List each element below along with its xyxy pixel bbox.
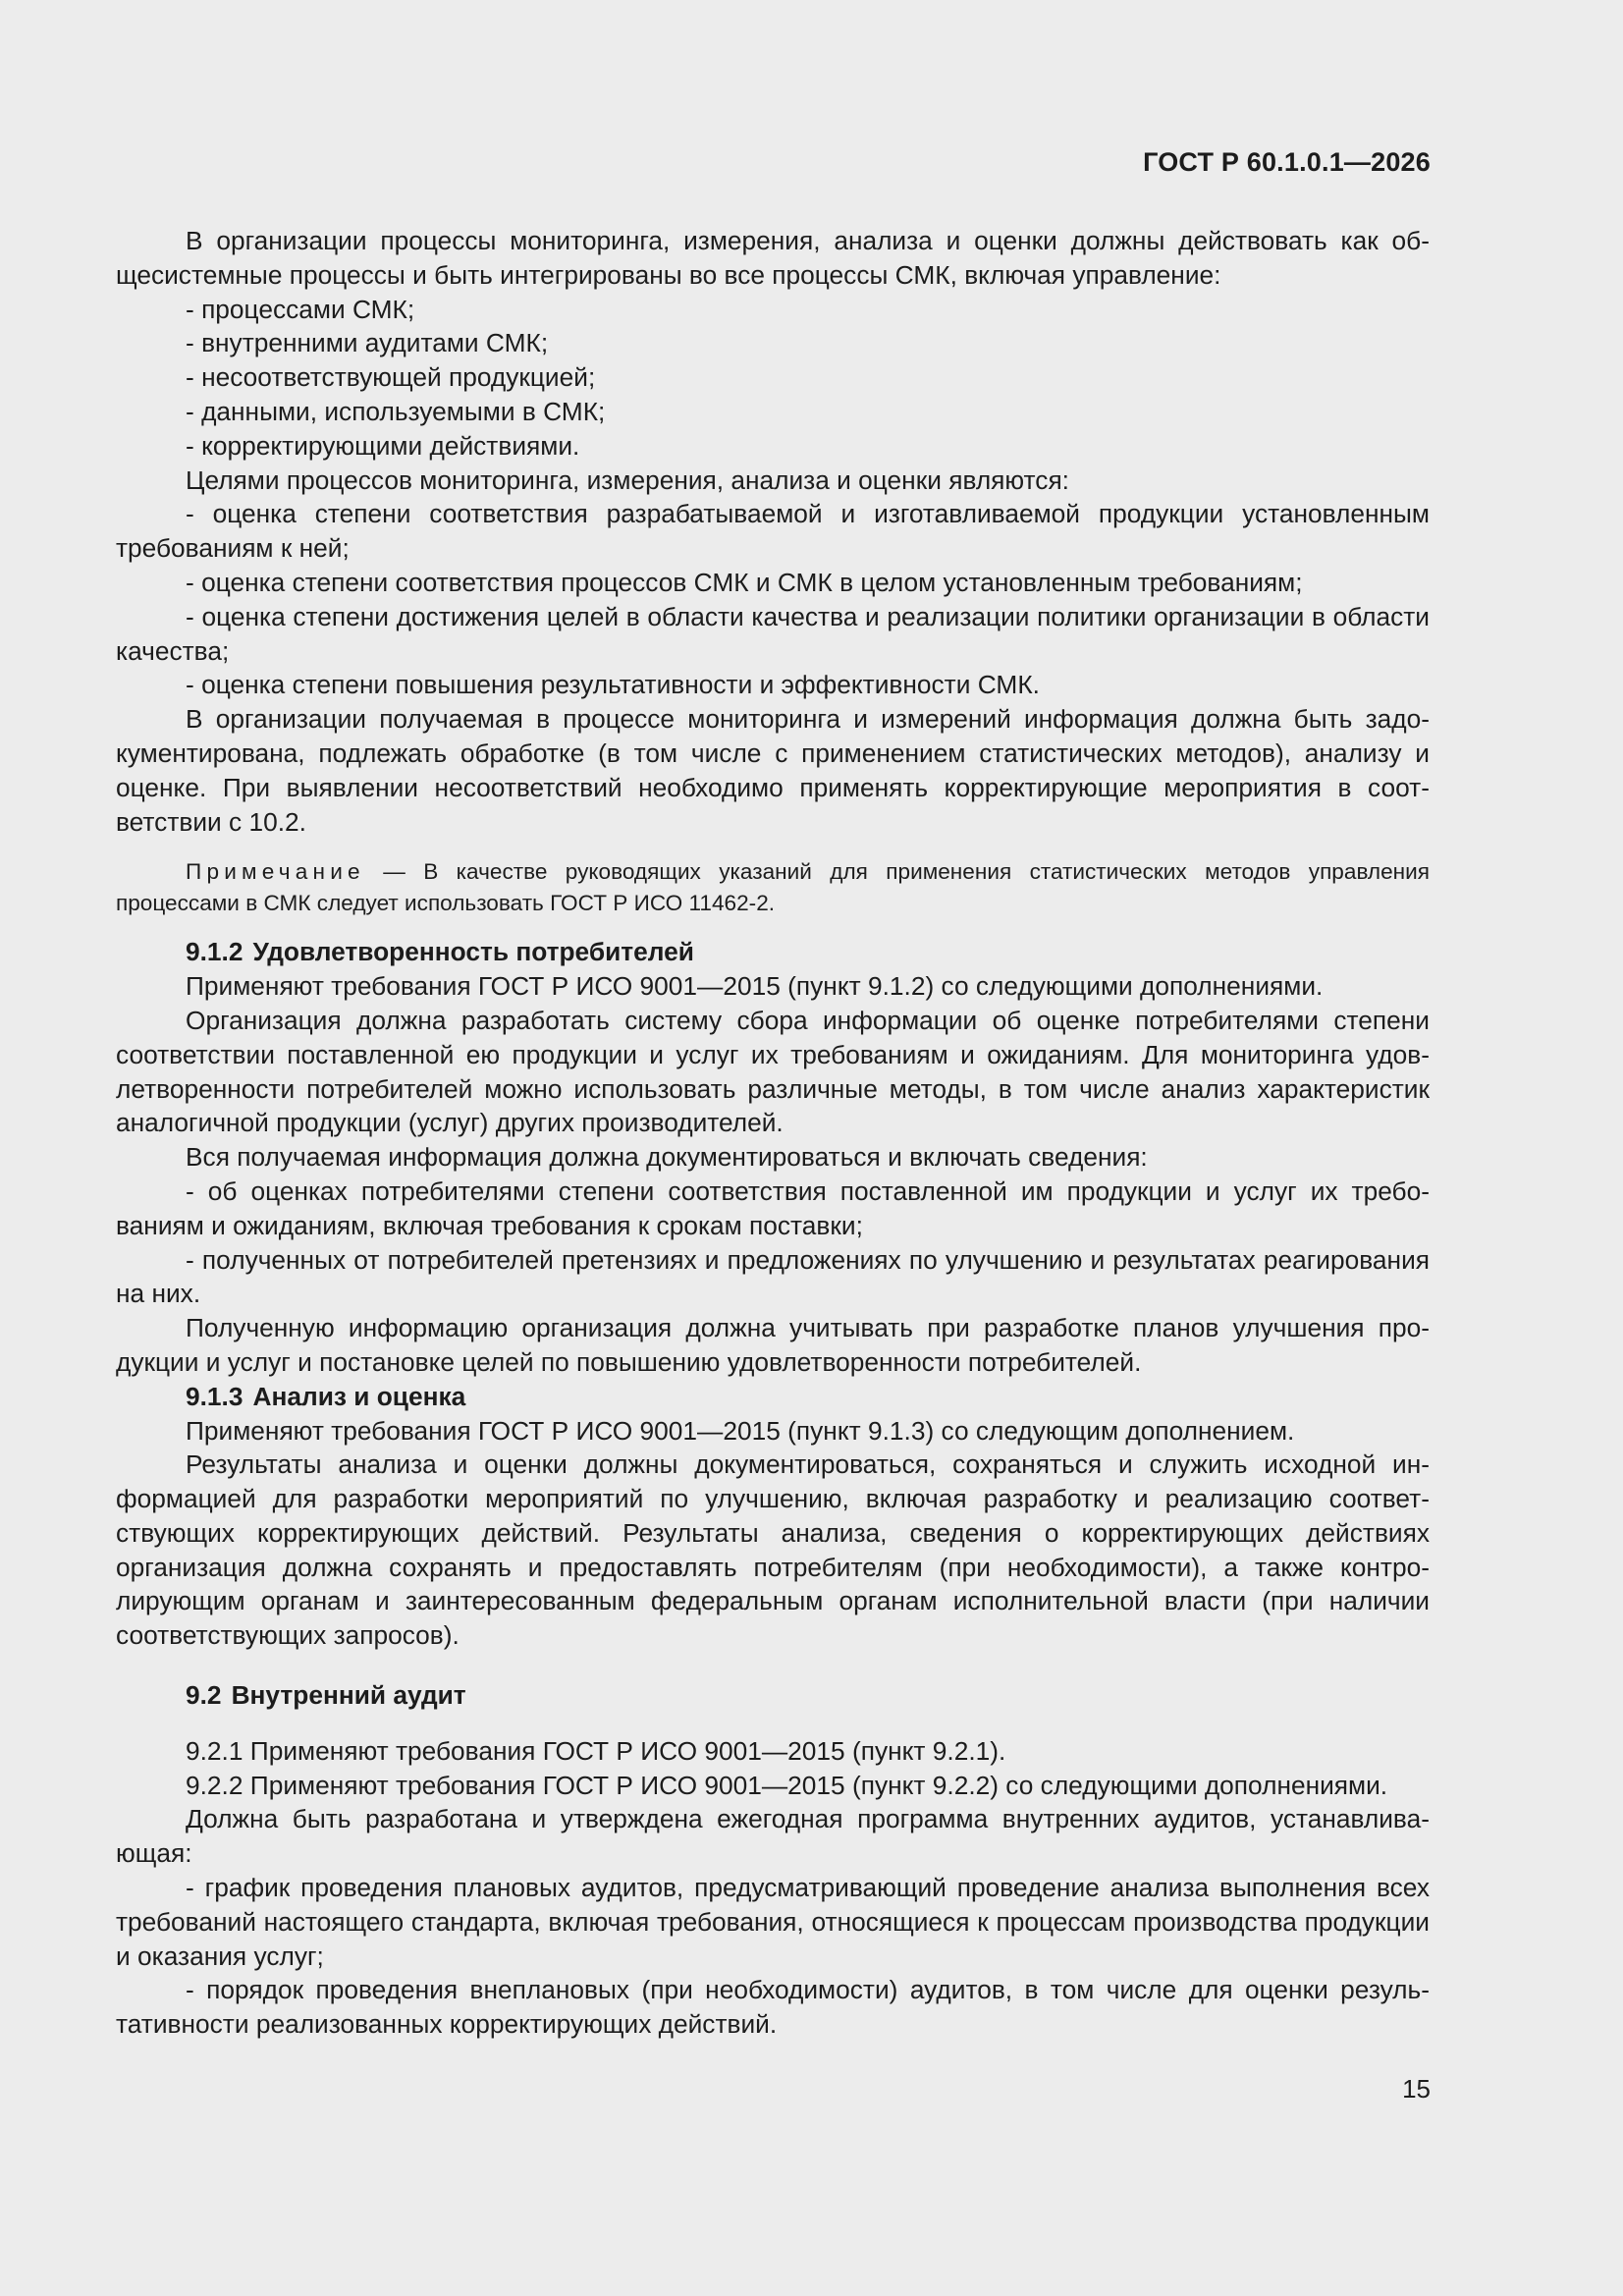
list-item: - полученных от потребителей претензиях и предложениях по улучшению и результатах реагирования на них.	[116, 1244, 1430, 1309]
note-dash: —	[383, 859, 406, 885]
section-heading-9-1-2	[116, 935, 1430, 969]
list-item: - данными, используемыми в СМК;	[186, 396, 606, 426]
list-item: - оценка степени повышения результативности и эффективности СМК.	[186, 670, 1040, 700]
document-body	[116, 224, 1430, 2042]
list-item: - график проведения плановых аудитов, предусматривающий проведение анализа выполнения всех требований настоящего стандарта, включая требования, относящиеся к процессам производства продукции и оказания услуг;	[116, 1873, 1430, 1971]
list-item: - внутренними аудитами СМК;	[186, 328, 549, 358]
paragraph: Применяют требования ГОСТ Р ИСО 9001—2015 (пункт 9.1.3) со следующим дополнением.	[186, 1415, 1295, 1446]
section-title: Удовлетворенность потребителей	[252, 937, 694, 967]
list-item: - оценка степени соответствия разрабатываемой и изготавливаемой продукции установленным требованиям к ней;	[116, 499, 1430, 564]
note	[116, 856, 1430, 919]
note-text: В качестве руководящих указаний для применения статистических методов управления процессами в СМК следует использовать ГОСТ Р ИСО 11462-2.	[116, 859, 1431, 916]
list-item: - несоответствующей продукцией;	[186, 362, 596, 393]
paragraph: Вся получаемая информация должна документироваться и включать сведения:	[186, 1142, 1148, 1173]
list-item: - порядок проведения внеплановых (при необходимости) аудитов, в том числе для оценки результативности реализованных корректирующих действий.	[116, 1975, 1430, 2040]
list-item: - корректирующими действиями.	[186, 430, 580, 461]
paragraph: 9.2.2 Применяют требования ГОСТ Р ИСО 9001—2015 (пункт 9.2.2) со следующими дополнениями.	[186, 1770, 1388, 1800]
section-heading-9-1-3	[116, 1380, 1430, 1414]
list-item: - процессами СМК;	[186, 294, 415, 324]
section-number: 9.2	[186, 1680, 222, 1711]
paragraph: Применяют требования ГОСТ Р ИСО 9001—2015 (пункт 9.1.2) со следующими дополнениями.	[186, 971, 1324, 1002]
section-number: 9.1.2	[186, 937, 243, 967]
paragraph: В организации процессы мониторинга, измерения, анализа и оценки должны действовать как общесистемные процессы и быть интегрированы во все процессы СМК, включая управление:	[116, 226, 1430, 290]
paragraph: Полученную информацию организация должна учитывать при разработке планов улучшения продукции и услуг и постановке целей по повышению удовлетворенности потребителей.	[116, 1313, 1430, 1377]
list-item: - оценка степени соответствия процессов СМК и СМК в целом установленным требованиям;	[186, 567, 1303, 597]
list-item: - об оценках потребителями степени соответствия поставленной им продукции и услуг их требованиям и ожиданиям, включая требования к срокам поставки;	[116, 1175, 1430, 1240]
section-title: Анализ и оценка	[252, 1381, 466, 1411]
paragraph: Должна быть разработана и утверждена ежегодная программа внутренних аудитов, устанавливающая:	[116, 1804, 1430, 1869]
paragraph: Результаты анализа и оценки должны документироваться, сохраняться и служить исходной информацией для разработки мероприятий по улучшению, включая разработку и реализацию соответствующих корректирующих действий. Результаты анализа, сведения о корректирующих действиях организация должна сохранять и предоставлять потребителям (при необходимости), а также контролирующим органам и заинтересованным федеральным органам исполнительной власти (при наличии соответствующих запросов).	[116, 1449, 1430, 1651]
paragraph: Организация должна разработать систему сбора информации об оценке потребителями степени соответствии поставленной ею продукции и услуг их требованиям и ожиданиям. Для мониторинга удовлетворенности потребителей можно использовать различные методы, в том числе анализ характеристик аналогичной продукции (услуг) других производителей.	[116, 1005, 1430, 1138]
paragraph: Целями процессов мониторинга, измерения, анализа и оценки являются:	[186, 465, 1069, 495]
note-label: Примечание	[186, 859, 365, 885]
document-header: ГОСТ Р 60.1.0.1—2026	[1143, 147, 1431, 177]
paragraph: 9.2.1 Применяют требования ГОСТ Р ИСО 9001—2015 (пункт 9.2.1).	[186, 1735, 1006, 1766]
section-title: Внутренний аудит	[231, 1680, 466, 1711]
paragraph: В организации получаемая в процессе мониторинга и измерений информация должна быть задокументирована, подлежать обработке (в том числе с применением статистических методов), анализу и оценке. При выявлении несоответствий необходимо применять корректирующие мероприятия в соответствии с 10.2.	[116, 704, 1430, 837]
list-item: - оценка степени достижения целей в области качества и реализации политики организации в области качества;	[116, 601, 1430, 666]
section-number: 9.1.3	[186, 1381, 243, 1411]
page-number: 15	[1402, 2074, 1431, 2104]
section-heading-9-2	[116, 1678, 1430, 1713]
